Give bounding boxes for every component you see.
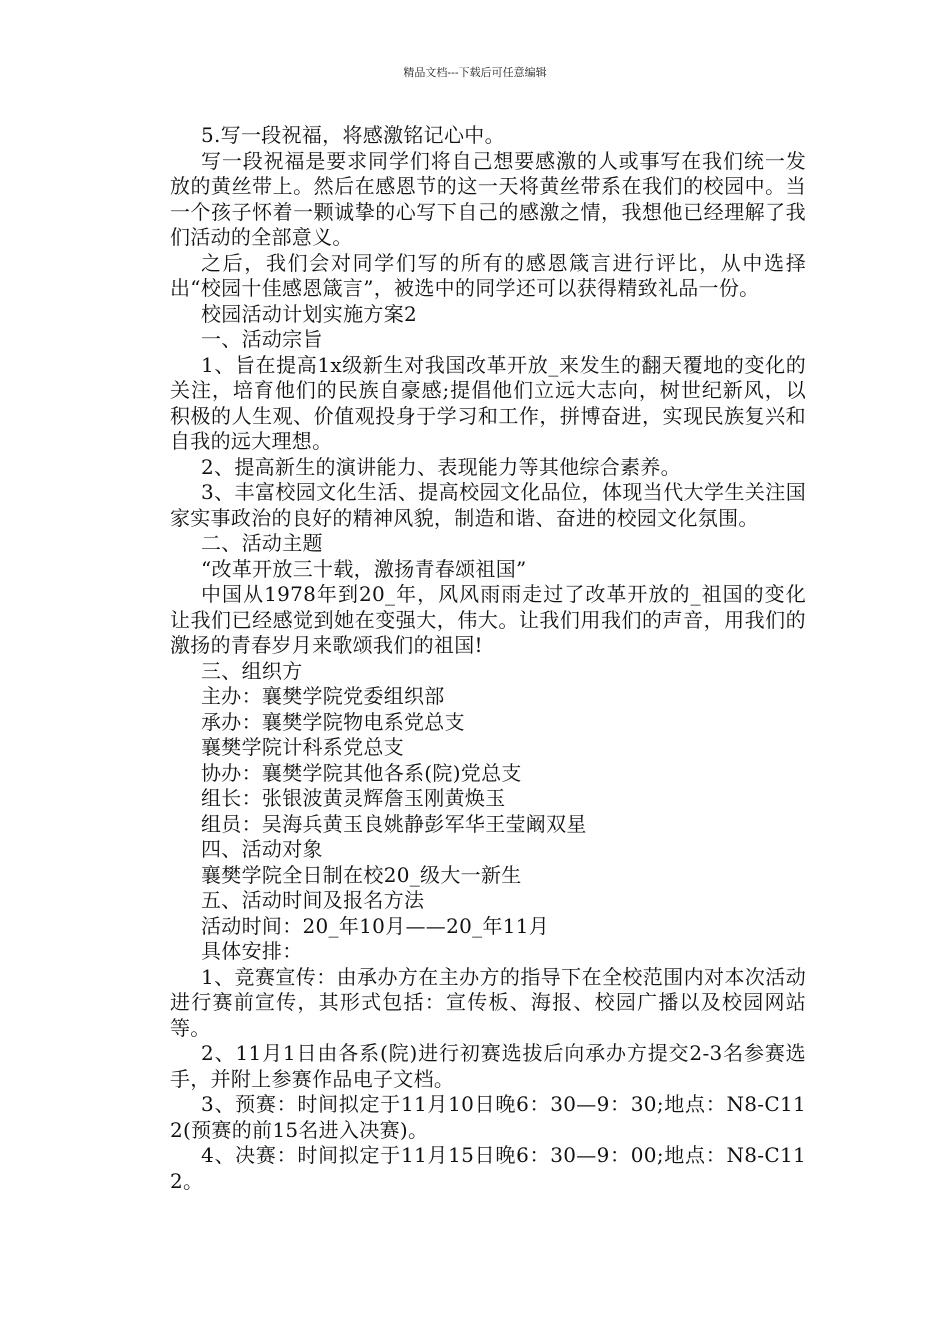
heading-organizers: 三、组织方: [201, 658, 303, 683]
paragraph-theme-desc: 中国从1978年到20_年，风风雨雨走过了改革开放的_祖国的变化让我们已经感觉到她在变强大，伟大。让我们用我们的声音，用我们的激扬的青春岁月来歌颂我们的祖国!: [170, 582, 806, 657]
paragraph-co-organizer: 协办：襄樊学院其他各系(院)党总支: [201, 760, 522, 785]
document-body: [170, 123, 806, 1194]
paragraph-purpose-3: 3、丰富校园文化生活、提高校园文化品位，体现当代大学生关注国家实事政治的良好的精神风貌，制造和谐、奋进的校园文化氛围。: [170, 480, 806, 530]
heading-theme: 二、活动主题: [201, 531, 323, 555]
paragraph-step-1: 1、竞赛宣传：由承办方在主办方的指导下在全校范围内对本次活动进行赛前宣传，其形式包括：宣传板、海报、校园广播以及校园网站等。: [170, 964, 806, 1040]
paragraph-host: 主办：襄樊学院党委组织部: [201, 684, 445, 708]
paragraph-evaluation: 之后，我们会对同学们写的所有的感恩箴言进行评比，从中选择出“校园十佳感恩箴言”，被选中的同学还可以获得精致礼品一份。: [170, 250, 806, 300]
paragraph-organizer-2: 襄樊学院计科系党总支: [201, 735, 404, 759]
heading-audience: 四、活动对象: [201, 837, 323, 861]
paragraph-blessing-title: 5.写一段祝福，将感激铭记心中。: [201, 123, 505, 147]
paragraph-leaders: 组长：张银波黄灵辉詹玉刚黄焕玉: [201, 786, 506, 810]
paragraph-step-4: 4、决赛：时间拟定于11月15日晚6：30—9：00;地点：N8-C112。: [170, 1143, 806, 1193]
paragraph-purpose-2: 2、提高新生的演讲能力、表现能力等其他综合素养。: [201, 454, 681, 479]
paragraph-step-2: 2、11月1日由各系(院)进行初赛选拔后向承办方提交2-3名参赛选手，并附上参赛作品电子文档。: [170, 1041, 806, 1091]
paragraph-theme-slogan: “改革开放三十载，激扬青春颂祖国”: [201, 556, 527, 581]
section-title-plan-2: 校园活动计划实施方案2: [201, 301, 418, 326]
paragraph-members: 组员：吴海兵黄玉良姚静彭军华王莹阚双星: [201, 811, 587, 836]
paragraph-purpose-1: 1、旨在提高1x级新生对我国改革开放_来发生的翻天覆地的变化的关注，培育他们的民族自豪感;提倡他们立远大志向，树世纪新风，以积极的人生观、价值观投身于学习和工作，拼博奋进，实现民族复兴和自我的远大理想。: [170, 352, 806, 453]
paragraph-organizer: 承办：襄樊学院物电系党总支: [201, 709, 465, 734]
page-header: 精品文档---下载后可任意编辑: [403, 66, 547, 79]
paragraph-step-3: 3、预赛：时间拟定于11月10日晚6：30—9：30;地点：N8-C112(预赛的前15名进入决赛)。: [170, 1092, 806, 1142]
heading-schedule: 五、活动时间及报名方法: [201, 888, 425, 912]
paragraph-audience: 襄樊学院全日制在校20_级大一新生: [201, 862, 522, 887]
paragraph-activity-time: 活动时间：20_年10月——20_年11月: [201, 913, 550, 938]
paragraph-arrangement: 具体安排：: [201, 939, 303, 963]
heading-purpose: 一、活动宗旨: [201, 327, 323, 351]
paragraph-blessing-desc: 写一段祝福是要求同学们将自己想要感激的人或事写在我们统一发放的黄丝带上。然后在感恩节的这一天将黄丝带系在我们的校园中。当一个孩子怀着一颗诚挚的心写下自己的感激之情，我想他已经理解了我们活动的全部意义。: [170, 148, 806, 249]
